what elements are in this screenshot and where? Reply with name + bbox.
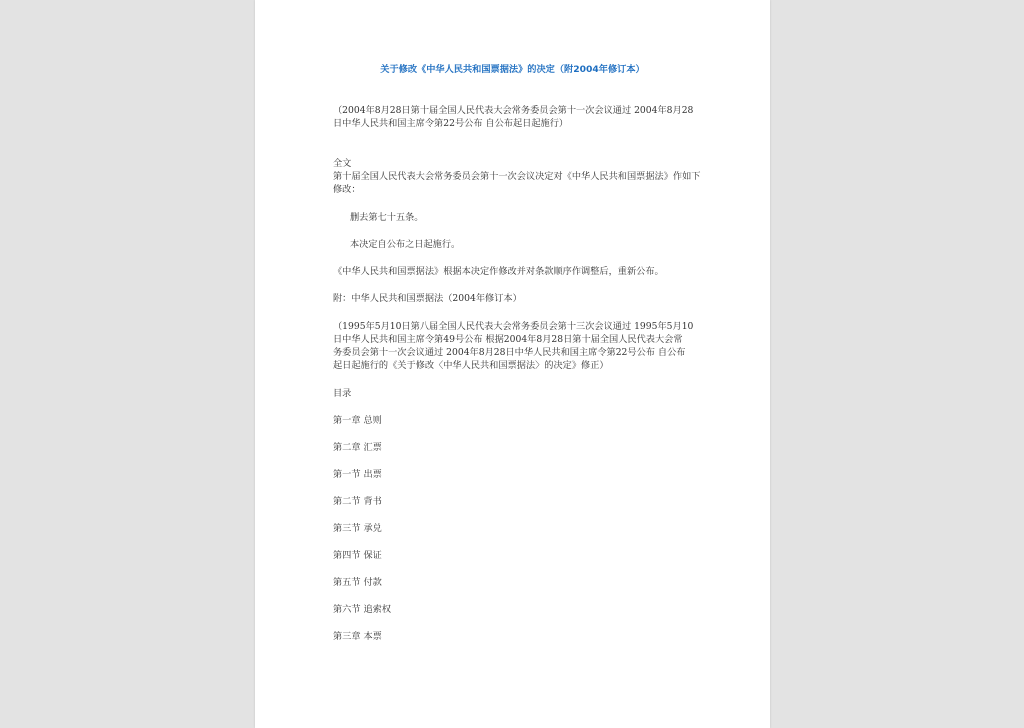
- toc-label: 目录: [333, 388, 352, 399]
- appendix-note-line-3: 务委员会第十一次会议通过 2004年8月28日中华人民共和国主席令第22号公布 自公布: [333, 347, 686, 358]
- toc-item: 第三节 承兑: [333, 523, 382, 534]
- appendix-note-line-2: 日中华人民共和国主席令第49号公布 根据2004年8月28日第十届全国人民代表大会常: [333, 334, 683, 345]
- fulltext-label: 全文: [333, 158, 352, 169]
- amendment-item-2: 本决定自公布之日起施行。: [350, 239, 461, 250]
- appendix-note-line-4: 起日起施行的《关于修改〈中华人民共和国票据法〉的决定》修正）: [333, 360, 609, 371]
- intro-line-1: 第十届全国人民代表大会常务委员会第十一次会议决定对《中华人民共和国票据法》作如下: [333, 171, 701, 182]
- document-title: 关于修改《中华人民共和国票据法》的决定（附2004年修订本）: [380, 64, 645, 75]
- toc-item: 第二章 汇票: [333, 442, 382, 453]
- preamble-line-1: （2004年8月28日第十届全国人民代表大会常务委员会第十一次会议通过 2004年8月28: [333, 105, 694, 116]
- toc-item: 第一节 出票: [333, 469, 382, 480]
- intro-line-2: 修改：: [333, 184, 361, 195]
- appendix-heading: 附：中华人民共和国票据法（2004年修订本）: [333, 293, 522, 304]
- toc-item: 第六节 追索权: [333, 604, 392, 615]
- document-page: [255, 0, 770, 728]
- toc-item: 第一章 总则: [333, 415, 382, 426]
- toc-item: 第四节 保证: [333, 550, 382, 561]
- toc-item: 第五节 付款: [333, 577, 382, 588]
- amendment-item-1: 删去第七十五条。: [350, 212, 424, 223]
- preamble-line-2: 日中华人民共和国主席令第22号公布 自公布起日起施行）: [333, 118, 569, 129]
- toc-item: 第二节 背书: [333, 496, 382, 507]
- toc-item: 第三章 本票: [333, 631, 382, 642]
- republish-note: 《中华人民共和国票据法》根据本决定作修改并对条款顺序作调整后，重新公布。: [333, 266, 664, 277]
- appendix-note-line-1: （1995年5月10日第八届全国人民代表大会常务委员会第十三次会议通过 1995年5月10: [333, 321, 694, 332]
